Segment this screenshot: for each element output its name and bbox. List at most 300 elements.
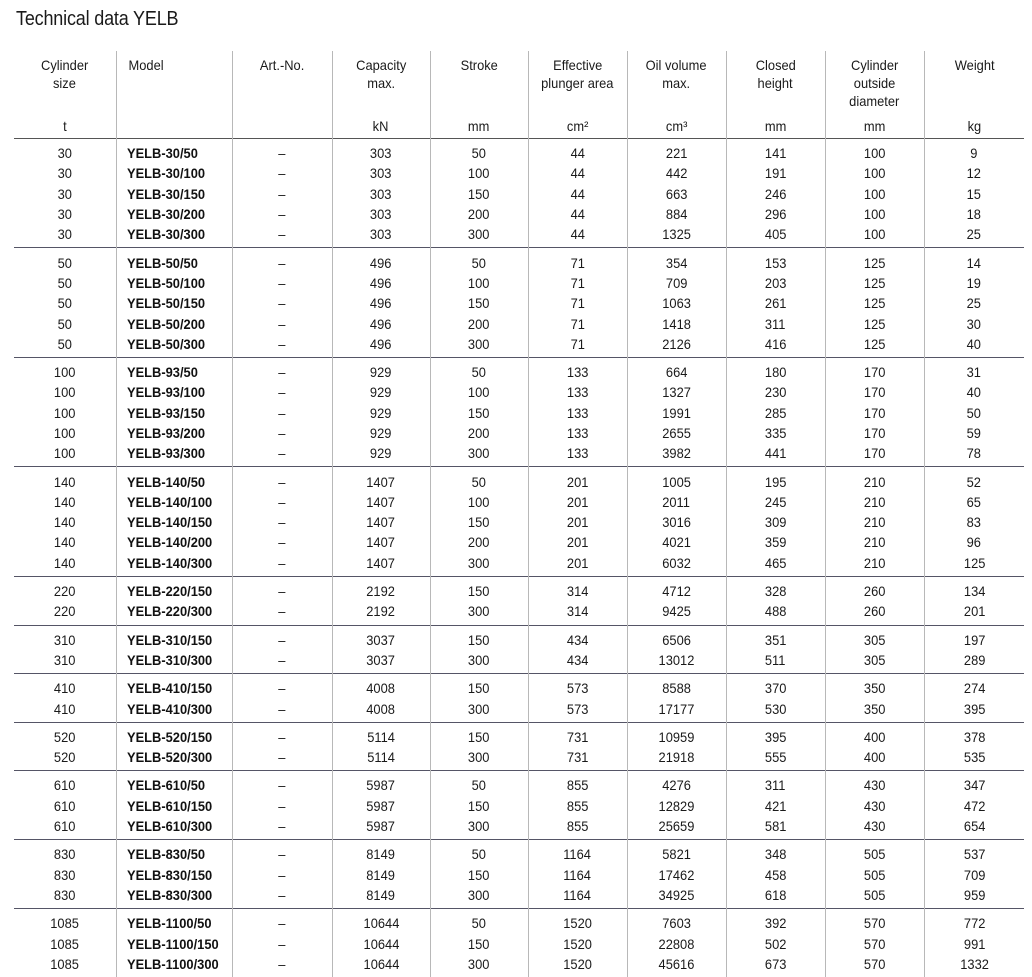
column-header-stroke: [430, 51, 528, 111]
cell-value: 50: [57, 335, 72, 352]
cell-oil-volume: [627, 403, 726, 423]
cell-plunger-area: [528, 382, 627, 402]
cell-model: [116, 423, 232, 443]
cell-value: 203: [764, 274, 787, 291]
cell-value: 303: [370, 226, 392, 243]
cell-value: 221: [665, 145, 688, 162]
cell-model: [116, 334, 232, 358]
column-unit-text: cm²: [566, 118, 589, 134]
cell-value: 310: [53, 631, 76, 648]
cell-art-no: [232, 512, 332, 532]
cell-plunger-area: [528, 273, 627, 293]
cell-capacity: [332, 334, 430, 358]
cell-value: 3016: [662, 514, 691, 531]
column-unit-text: cm³: [665, 118, 688, 134]
cell-art-no: [232, 722, 332, 747]
cell-value: 610: [53, 818, 76, 835]
cell-value: 50: [471, 777, 487, 794]
cell-cylinder-size: [14, 909, 116, 934]
cell-closed-height: [726, 909, 825, 934]
cell-value: YELB-1100/50: [126, 915, 211, 932]
cell-value: 50: [471, 473, 487, 490]
cell-value: 348: [764, 846, 787, 863]
cell-value: 709: [963, 866, 985, 883]
cell-stroke: [430, 771, 528, 796]
cell-value: 40: [967, 384, 982, 401]
table-row: [14, 576, 1024, 601]
cell-value: –: [278, 818, 286, 835]
cell-value: 303: [370, 206, 392, 223]
table-row: [14, 796, 1024, 816]
cell-cylinder-size: [14, 933, 116, 953]
cell-value: 274: [963, 680, 985, 697]
cell-value: –: [278, 797, 286, 814]
cell-outside-diameter: [825, 796, 924, 816]
cell-value: 96: [967, 534, 982, 551]
cell-art-no: [232, 885, 332, 909]
table-row: [14, 698, 1024, 722]
cell-value: 573: [566, 680, 589, 697]
cell-value: 30: [57, 165, 72, 182]
cell-oil-volume: [627, 313, 726, 333]
cell-outside-diameter: [825, 273, 924, 293]
cell-value: 10644: [363, 935, 399, 952]
cell-weight: [924, 273, 1024, 293]
cell-closed-height: [726, 139, 825, 164]
cell-weight: [924, 467, 1024, 492]
table-row: [14, 885, 1024, 909]
cell-outside-diameter: [825, 403, 924, 423]
cell-cylinder-size: [14, 796, 116, 816]
cell-closed-height: [726, 601, 825, 625]
cell-art-no: [232, 334, 332, 358]
cell-value: 709: [665, 274, 688, 291]
cell-value: 959: [963, 886, 985, 903]
column-header-line: size: [53, 75, 77, 91]
cell-value: YELB-50/150: [126, 295, 205, 312]
cell-value: 4712: [662, 583, 691, 600]
cell-model: [116, 313, 232, 333]
cell-stroke: [430, 532, 528, 552]
cell-weight: [924, 909, 1024, 934]
cell-cylinder-size: [14, 954, 116, 977]
cell-closed-height: [726, 163, 825, 183]
cell-value: 100: [53, 364, 76, 381]
cell-value: 8149: [366, 846, 396, 863]
cell-value: 200: [468, 315, 490, 332]
cell-value: 351: [764, 631, 787, 648]
cell-plunger-area: [528, 248, 627, 273]
cell-oil-volume: [627, 747, 726, 771]
cell-value: 140: [53, 554, 76, 571]
cell-closed-height: [726, 334, 825, 358]
cell-value: 610: [53, 777, 76, 794]
cell-value: 2126: [662, 335, 691, 352]
cell-oil-volume: [627, 139, 726, 164]
cell-outside-diameter: [825, 625, 924, 650]
cell-value: 30: [57, 185, 72, 202]
cell-value: 125: [863, 274, 886, 291]
column-header-line: Closed: [755, 57, 796, 73]
cell-model: [116, 722, 232, 747]
cell-value: YELB-50/50: [126, 254, 198, 271]
cell-cylinder-size: [14, 512, 116, 532]
cell-oil-volume: [627, 467, 726, 492]
cell-weight: [924, 816, 1024, 840]
cell-cylinder-size: [14, 403, 116, 423]
cell-stroke: [430, 512, 528, 532]
cell-art-no: [232, 674, 332, 699]
cell-value: 52: [967, 473, 982, 490]
cell-value: 140: [53, 534, 76, 551]
cell-value: 44: [570, 185, 585, 202]
cell-outside-diameter: [825, 334, 924, 358]
cell-value: 395: [764, 728, 787, 745]
cell-value: 434: [566, 651, 589, 668]
cell-oil-volume: [627, 532, 726, 552]
cell-value: 300: [468, 226, 490, 243]
cell-value: 201: [566, 554, 589, 571]
cell-value: 8149: [366, 886, 396, 903]
cell-value: 100: [468, 274, 490, 291]
cell-value: 210: [863, 514, 886, 531]
cell-outside-diameter: [825, 139, 924, 164]
cell-outside-diameter: [825, 650, 924, 674]
cell-weight: [924, 357, 1024, 382]
cell-cylinder-size: [14, 576, 116, 601]
cell-value: 245: [764, 493, 787, 510]
cell-value: 150: [468, 185, 490, 202]
cell-plunger-area: [528, 816, 627, 840]
cell-value: 2192: [366, 603, 396, 620]
cell-value: 150: [468, 866, 490, 883]
cell-capacity: [332, 625, 430, 650]
cell-oil-volume: [627, 650, 726, 674]
cell-outside-diameter: [825, 382, 924, 402]
cell-closed-height: [726, 403, 825, 423]
cell-stroke: [430, 184, 528, 204]
cell-value: YELB-30/200: [126, 206, 205, 223]
table-row: [14, 293, 1024, 313]
cell-value: –: [278, 680, 286, 697]
table-row: [14, 625, 1024, 650]
cell-value: 505: [863, 886, 886, 903]
column-unit-outside-diameter: [825, 111, 924, 139]
column-unit-plunger-area: [528, 111, 627, 139]
cell-model: [116, 816, 232, 840]
cell-value: 496: [370, 254, 392, 271]
cell-outside-diameter: [825, 184, 924, 204]
cell-value: YELB-220/300: [126, 603, 212, 620]
cell-closed-height: [726, 674, 825, 699]
cell-value: 15: [967, 185, 982, 202]
cell-capacity: [332, 512, 430, 532]
cell-value: –: [278, 955, 286, 972]
cell-value: 133: [566, 445, 589, 462]
cell-cylinder-size: [14, 771, 116, 796]
cell-value: –: [278, 777, 286, 794]
cell-value: –: [278, 206, 286, 223]
cell-value: 855: [566, 777, 589, 794]
cell-value: 21918: [658, 749, 695, 766]
cell-capacity: [332, 139, 430, 164]
table-row: [14, 674, 1024, 699]
cell-value: 496: [370, 274, 392, 291]
cell-value: 44: [570, 206, 585, 223]
cell-value: 1085: [50, 935, 80, 952]
cell-model: [116, 796, 232, 816]
cell-value: 25659: [658, 818, 695, 835]
cell-weight: [924, 576, 1024, 601]
cell-value: –: [278, 274, 286, 291]
cell-value: YELB-50/300: [126, 335, 205, 352]
cell-art-no: [232, 601, 332, 625]
cell-value: 5987: [366, 818, 396, 835]
cell-value: 300: [468, 886, 490, 903]
cell-value: –: [278, 165, 286, 182]
cell-capacity: [332, 722, 430, 747]
cell-art-no: [232, 248, 332, 273]
cell-art-no: [232, 403, 332, 423]
cell-oil-volume: [627, 334, 726, 358]
cell-plunger-area: [528, 722, 627, 747]
cell-cylinder-size: [14, 293, 116, 313]
cell-value: 884: [665, 206, 688, 223]
cell-value: 2011: [662, 493, 691, 510]
cell-value: 570: [863, 915, 886, 932]
cell-value: 1520: [563, 955, 592, 972]
cell-cylinder-size: [14, 184, 116, 204]
cell-value: 50: [471, 846, 487, 863]
header-label-row: [14, 51, 1024, 111]
cell-value: 210: [863, 493, 886, 510]
cell-closed-height: [726, 865, 825, 885]
cell-capacity: [332, 403, 430, 423]
cell-closed-height: [726, 248, 825, 273]
cell-weight: [924, 204, 1024, 224]
table-row: [14, 954, 1024, 977]
cell-value: 4021: [662, 534, 691, 551]
table-row: [14, 139, 1024, 164]
cell-value: 530: [764, 700, 787, 717]
cell-value: 664: [665, 364, 688, 381]
cell-stroke: [430, 885, 528, 909]
cell-plunger-area: [528, 885, 627, 909]
cell-stroke: [430, 601, 528, 625]
cell-art-no: [232, 865, 332, 885]
cell-outside-diameter: [825, 357, 924, 382]
cell-outside-diameter: [825, 601, 924, 625]
cell-value: 2192: [366, 583, 396, 600]
cell-stroke: [430, 382, 528, 402]
cell-art-no: [232, 532, 332, 552]
cell-oil-volume: [627, 771, 726, 796]
cell-value: 83: [967, 514, 982, 531]
cell-outside-diameter: [825, 747, 924, 771]
cell-outside-diameter: [825, 771, 924, 796]
column-unit-oil-volume: [627, 111, 726, 139]
table-row: [14, 313, 1024, 333]
cell-value: 416: [764, 335, 787, 352]
cell-outside-diameter: [825, 553, 924, 577]
cell-value: –: [278, 866, 286, 883]
cell-value: 19: [967, 274, 982, 291]
cell-capacity: [332, 796, 430, 816]
cell-stroke: [430, 747, 528, 771]
table-row: [14, 248, 1024, 273]
cell-art-no: [232, 423, 332, 443]
cell-oil-volume: [627, 382, 726, 402]
column-unit-text: t: [62, 118, 67, 134]
cell-value: 1164: [563, 866, 592, 883]
cell-value: 354: [665, 254, 688, 271]
cell-value: 246: [764, 185, 787, 202]
table-row: [14, 204, 1024, 224]
cell-art-no: [232, 443, 332, 467]
cell-value: 465: [764, 554, 787, 571]
cell-value: 201: [566, 473, 589, 490]
cell-value: YELB-520/150: [126, 728, 212, 745]
column-header-line: max.: [662, 75, 691, 91]
cell-capacity: [332, 909, 430, 934]
cell-closed-height: [726, 313, 825, 333]
cell-value: 150: [468, 404, 490, 421]
cell-value: 100: [53, 445, 76, 462]
cell-art-no: [232, 492, 332, 512]
cell-closed-height: [726, 553, 825, 577]
table-row: [14, 909, 1024, 934]
cell-weight: [924, 334, 1024, 358]
size-group: [14, 357, 1024, 466]
cell-value: YELB-30/100: [126, 165, 205, 182]
cell-art-no: [232, 204, 332, 224]
cell-value: 141: [764, 145, 787, 162]
cell-stroke: [430, 224, 528, 248]
cell-value: 125: [863, 315, 886, 332]
cell-value: 4276: [662, 777, 691, 794]
cell-value: 991: [963, 935, 985, 952]
cell-stroke: [430, 865, 528, 885]
cell-stroke: [430, 334, 528, 358]
cell-value: YELB-50/100: [126, 274, 205, 291]
cell-stroke: [430, 840, 528, 865]
cell-plunger-area: [528, 553, 627, 577]
cell-capacity: [332, 532, 430, 552]
cell-model: [116, 840, 232, 865]
column-header-line: Capacity: [355, 57, 407, 73]
cell-value: YELB-310/150: [126, 631, 212, 648]
cell-value: 855: [566, 818, 589, 835]
cell-value: 1407: [366, 534, 396, 551]
cell-value: 300: [468, 603, 490, 620]
cell-value: 285: [764, 404, 787, 421]
size-group: [14, 722, 1024, 771]
cell-stroke: [430, 357, 528, 382]
column-header-line: Stroke: [460, 57, 498, 73]
cell-value: 100: [468, 165, 490, 182]
cell-stroke: [430, 909, 528, 934]
cell-capacity: [332, 816, 430, 840]
cell-value: –: [278, 915, 286, 932]
cell-capacity: [332, 204, 430, 224]
cell-value: 573: [566, 700, 589, 717]
cell-cylinder-size: [14, 553, 116, 577]
column-header-cylinder-size: [14, 51, 116, 111]
cell-value: 220: [53, 603, 76, 620]
cell-value: –: [278, 445, 286, 462]
cell-value: 5987: [366, 797, 396, 814]
cell-plunger-area: [528, 204, 627, 224]
cell-art-no: [232, 933, 332, 953]
cell-value: 201: [963, 603, 985, 620]
cell-value: 378: [963, 728, 985, 745]
cell-value: 430: [863, 818, 886, 835]
column-header-line: Art.-No.: [259, 57, 305, 73]
cell-value: –: [278, 226, 286, 243]
cell-plunger-area: [528, 492, 627, 512]
cell-stroke: [430, 423, 528, 443]
table-row: [14, 865, 1024, 885]
cell-value: 201: [566, 534, 589, 551]
cell-plunger-area: [528, 224, 627, 248]
cell-model: [116, 650, 232, 674]
cell-value: 311: [765, 315, 786, 332]
cell-closed-height: [726, 885, 825, 909]
cell-value: 305: [863, 631, 886, 648]
cell-outside-diameter: [825, 248, 924, 273]
cell-model: [116, 576, 232, 601]
cell-value: 9: [970, 145, 978, 162]
cell-oil-volume: [627, 224, 726, 248]
cell-art-no: [232, 553, 332, 577]
cell-value: 100: [863, 165, 886, 182]
column-header-oil-volume: [627, 51, 726, 111]
cell-cylinder-size: [14, 467, 116, 492]
cell-value: 581: [764, 818, 787, 835]
cell-model: [116, 532, 232, 552]
cell-value: 1325: [662, 226, 691, 243]
cell-value: 1407: [366, 493, 396, 510]
cell-value: 1520: [563, 935, 592, 952]
cell-value: 300: [468, 335, 490, 352]
cell-outside-diameter: [825, 443, 924, 467]
cell-value: 520: [53, 749, 76, 766]
cell-value: –: [278, 254, 286, 271]
cell-outside-diameter: [825, 532, 924, 552]
table-row: [14, 492, 1024, 512]
cell-art-no: [232, 357, 332, 382]
cell-oil-volume: [627, 357, 726, 382]
cell-plunger-area: [528, 293, 627, 313]
cell-closed-height: [726, 532, 825, 552]
cell-value: 3982: [662, 445, 691, 462]
size-group: [14, 467, 1024, 576]
table-row: [14, 423, 1024, 443]
cell-weight: [924, 139, 1024, 164]
cell-value: 4008: [366, 680, 396, 697]
column-unit-model: [116, 111, 232, 139]
cell-closed-height: [726, 204, 825, 224]
cell-weight: [924, 674, 1024, 699]
cell-cylinder-size: [14, 885, 116, 909]
cell-value: –: [278, 583, 286, 600]
cell-model: [116, 184, 232, 204]
size-group: [14, 576, 1024, 625]
cell-outside-diameter: [825, 313, 924, 333]
table-row: [14, 334, 1024, 358]
cell-value: –: [278, 335, 286, 352]
cell-art-no: [232, 909, 332, 934]
